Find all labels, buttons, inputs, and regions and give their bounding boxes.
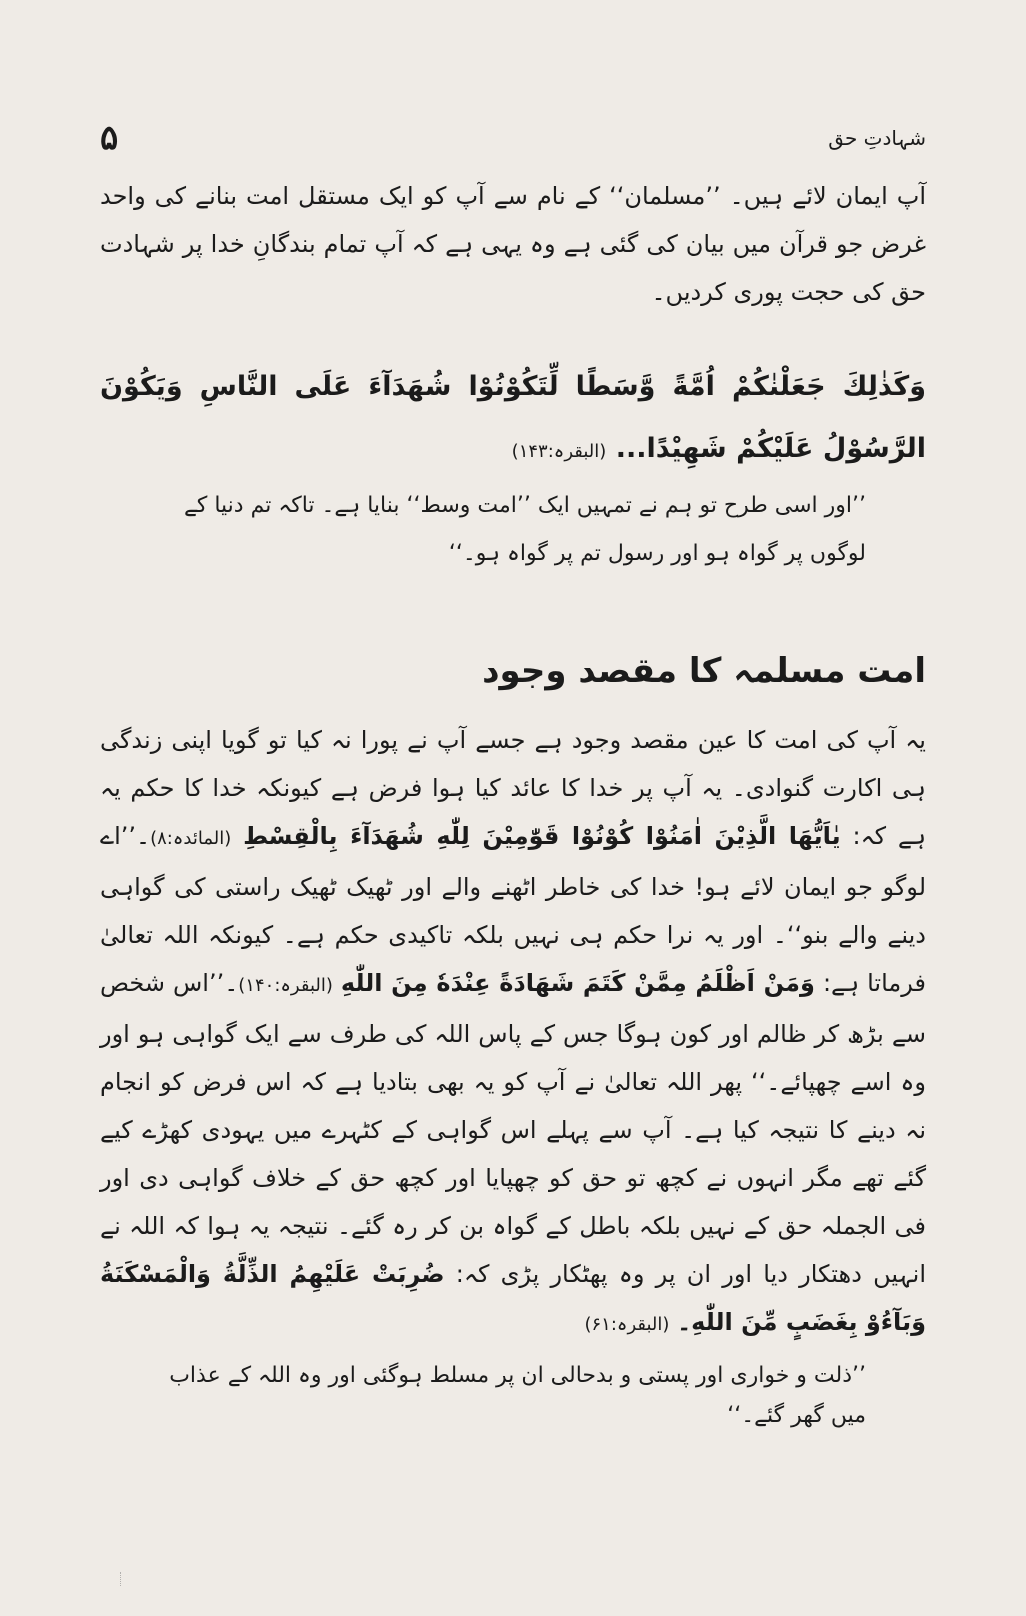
- running-title: شہادتِ حق: [828, 126, 926, 150]
- quran-verse-4: ضُرِبَتْ عَلَيْهِمُ الذِّلَّةُ وَالْمَسْكَنَةُ وَبَآءُوْ بِغَضَبٍ مِّنَ اللّٰهِ۔: [100, 1260, 926, 1336]
- paragraph-intro-text: یہ آپ کی امت کا عین مقصد وجود ہے جسے آپ نے پورا نہ کیا تو گویا اپنی زندگی ہی اکارت گنوادی۔ یہ آپ پر خدا کا عائد کیا ہوا فرض ہے کیونکہ خدا کا حکم یہ ہے کہ:: [100, 726, 927, 850]
- quran-verse-3: وَمَنْ اَظْلَمُ مِمَّنْ كَتَمَ شَهَادَةً عِنْدَهٗ مِنَ اللّٰهِ: [340, 969, 815, 997]
- verse-3-translation: ۔’’اس شخص سے بڑھ کر ظالم اور کون ہوگا جس کے پاس اللہ کی طرف سے ایک گواہی ہو اور وہ اسے چھپائے۔‘‘: [100, 969, 927, 1096]
- quran-verse-block: [100, 356, 926, 483]
- verse-reference: (البقرہ:۱۴۳): [511, 441, 607, 462]
- paper-mark: [120, 1572, 131, 1586]
- verse-2-reference: (المائدہ:۸): [150, 828, 232, 849]
- verse-2-translation: ۔’’اے لوگو جو ایمان لائے ہو! خدا کی خاطر اٹھنے والے اور ٹھیک ٹھیک راستی کی گواہی دینے والے بنو‘‘۔: [100, 822, 926, 949]
- quran-verse-2: يٰاَيُّهَا الَّذِيْنَ اٰمَنُوْا كُوْنُوْا قَوّٰمِيْنَ لِلّٰهِ شُهَدَآءَ بِالْقِسْطِ: [243, 822, 841, 850]
- verse-text: وَكَذٰلِكَ جَعَلْنٰكُمْ اُمَّةً وَّسَطًا لِّتَكُوْنُوْا شُهَدَآءَ عَلَى النَّاسِ وَيَكُوْنَ الرَّسُوْلُ عَلَيْكُمْ شَهِيْدًا...: [100, 371, 926, 464]
- paragraph-intro: آپ ایمان لائے ہیں۔ ’’مسلمان‘‘ کے نام سے آپ کو ایک مستقل امت بنانے کی واحد غرض جو قرآن میں بیان کی گئی ہے وہ یہی ہے کہ آپ تمام بندگانِ خدا پر شہادت حق کی حجت پوری کردیں۔: [100, 182, 926, 306]
- verse-4-reference: (البقرہ:۶۱): [584, 1314, 670, 1335]
- paragraph-main: [100, 716, 926, 1349]
- page-number: ۵: [100, 118, 119, 158]
- continuation-text: اور یہ نرا حکم ہی نہیں بلکہ تاکیدی حکم ہے۔ کیونکہ اللہ تعالیٰ فرماتا ہے:: [100, 921, 926, 997]
- final-translation: ’’ذلت و خواری اور پستی و بدحالی ان پر مسلط ہوگئی اور وہ اللہ کے عذاب میں گھر گئے۔‘‘: [169, 1363, 866, 1428]
- quran-verse: [100, 356, 926, 483]
- rest-text: پھر اللہ تعالیٰ نے آپ کو یہ بھی بتادیا ہے کہ اس فرض کو انجام نہ دینے کا نتیجہ کیا ہے۔ آپ سے پہلے اس گواہی کے کٹہرے میں یہودی کھڑے کیے گئے تھے مگر انہوں نے کچھ تو حق کو چھپایا اور کچھ حق کے خلاف گواہی دی اور فی الجملہ حق کے نہیں بلکہ باطل کے گواہ بن کر رہ گئے۔ نتیجہ یہ ہوا کہ اللہ نے انہیں دھتکار دیا اور ان پر وہ پھٹکار پڑی کہ:: [100, 1068, 926, 1288]
- verse-3-reference: (البقرہ:۱۴۰): [238, 975, 333, 996]
- verse-translation: ’’اور اسی طرح تو ہم نے تمہیں ایک ’’امت وسط‘‘ بنایا ہے۔ تاکہ تم دنیا کے لوگوں پر گواہ ہو اور رسول تم پر گواہ ہو۔‘‘: [183, 493, 866, 566]
- page-header: [100, 118, 926, 158]
- section-heading: امت مسلمہ کا مقصد وجود: [482, 651, 926, 691]
